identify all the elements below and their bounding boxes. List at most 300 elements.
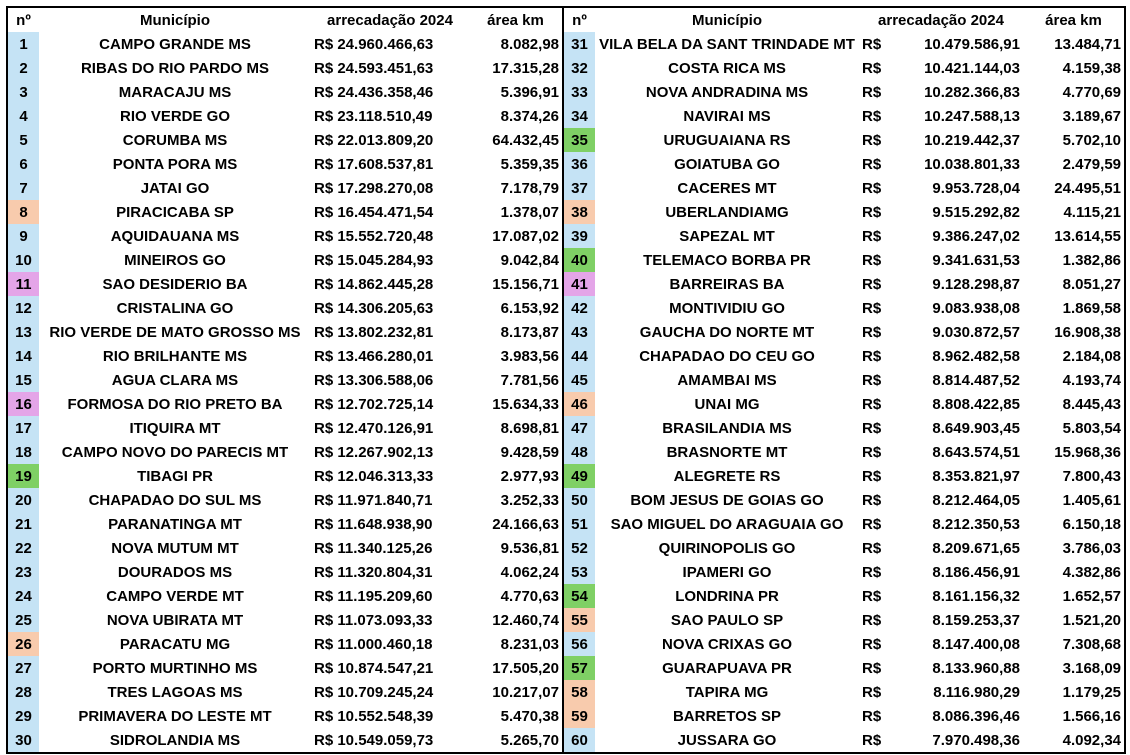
municipio-name: COSTA RICA MS	[668, 59, 786, 77]
table-row	[7, 32, 1125, 56]
municipio-name: RIBAS DO RIO PARDO MS	[80, 59, 270, 77]
arrecadacao-value: R$ 10.874.547,21	[314, 659, 434, 677]
municipio-name: RIO VERDE GO	[119, 107, 231, 125]
header-no-right: nº	[563, 7, 595, 32]
table-row	[7, 56, 1125, 80]
municipio-name: CAMPO VERDE MT	[106, 587, 244, 605]
row-number: 56	[563, 632, 595, 656]
arrecadacao-value: R$ 12.267.902,13	[314, 443, 434, 461]
currency-symbol: R$	[862, 83, 882, 101]
currency-symbol: R$	[862, 539, 882, 557]
currency-symbol: R$	[862, 563, 882, 581]
arrecadacao-value: 8.209.671,65	[932, 539, 1020, 557]
arrecadacao-value: 9.030.872,57	[932, 323, 1020, 341]
arrecadacao-value: 8.212.350,53	[932, 515, 1020, 533]
row-number: 37	[563, 176, 595, 200]
currency-symbol: R$	[862, 179, 882, 197]
area-value: 3.252,33	[500, 491, 559, 509]
row-number: 7	[7, 176, 39, 200]
row-number: 26	[7, 632, 39, 656]
municipio-name: NOVA UBIRATA MT	[106, 611, 244, 629]
currency-symbol: R$	[862, 275, 882, 293]
header-municipio-left: Município	[140, 11, 210, 29]
municipio-name: PRIMAVERA DO LESTE MT	[78, 707, 272, 725]
arrecadacao-value: R$ 13.306.588,06	[314, 371, 434, 389]
row-number: 49	[563, 464, 595, 488]
row-number: 23	[7, 560, 39, 584]
municipio-name: BRASILANDIA MS	[662, 419, 792, 437]
row-number: 22	[7, 536, 39, 560]
arrecadacao-value: 9.953.728,04	[932, 179, 1020, 197]
row-number: 9	[7, 224, 39, 248]
municipio-name: TELEMACO BORBA PR	[643, 251, 811, 269]
table-row	[7, 416, 1125, 440]
municipio-name: SAO DESIDERIO BA	[102, 275, 248, 293]
table-row	[7, 104, 1125, 128]
table-row	[7, 296, 1125, 320]
arrecadacao-value: R$ 10.552.548,39	[314, 707, 434, 725]
table-row	[7, 536, 1125, 560]
arrecadacao-value: R$ 11.340.125,26	[314, 539, 433, 557]
table-row	[7, 656, 1125, 680]
municipio-name: JATAI GO	[140, 179, 210, 197]
arrecadacao-value: 8.086.396,46	[932, 707, 1020, 725]
currency-symbol: R$	[862, 155, 882, 173]
row-number: 55	[563, 608, 595, 632]
municipio-name: UNAI MG	[694, 395, 760, 413]
area-value: 8.082,98	[500, 35, 559, 53]
row-number: 18	[7, 440, 39, 464]
table-row	[7, 344, 1125, 368]
area-value: 5.396,91	[500, 83, 559, 101]
row-number: 54	[563, 584, 595, 608]
area-value: 4.062,24	[500, 563, 559, 581]
municipio-name: PARACATU MG	[119, 635, 231, 653]
municipio-name: MARACAJU MS	[118, 83, 232, 101]
table-row	[7, 584, 1125, 608]
area-value: 7.308,68	[1062, 635, 1121, 653]
municipio-name: NOVA MUTUM MT	[111, 539, 239, 557]
row-number: 20	[7, 488, 39, 512]
table-row	[7, 560, 1125, 584]
area-value: 5.470,38	[500, 707, 559, 725]
municipio-name: LONDRINA PR	[675, 587, 779, 605]
row-number: 36	[563, 152, 595, 176]
municipio-name: TRES LAGOAS MS	[107, 683, 243, 701]
row-number: 16	[7, 392, 39, 416]
municipio-name: SAO MIGUEL DO ARAGUAIA GO	[610, 515, 844, 533]
area-value: 9.428,59	[500, 443, 559, 461]
municipio-name: GAUCHA DO NORTE MT	[639, 323, 815, 341]
row-number: 11	[7, 272, 39, 296]
row-number: 28	[7, 680, 39, 704]
municipio-name: AQUIDAUANA MS	[110, 227, 240, 245]
table-row	[7, 632, 1125, 656]
row-number: 12	[7, 296, 39, 320]
arrecadacao-value: 10.038.801,33	[924, 155, 1020, 173]
municipio-name: RIO BRILHANTE MS	[102, 347, 248, 365]
arrecadacao-value: R$ 23.118.510,49	[314, 107, 433, 125]
arrecadacao-value: 10.247.588,13	[924, 107, 1020, 125]
currency-symbol: R$	[862, 611, 882, 629]
area-value: 7.800,43	[1062, 467, 1121, 485]
municipio-name: AMAMBAI MS	[677, 371, 777, 389]
arrecadacao-value: R$ 12.046.313,33	[314, 467, 434, 485]
row-number: 53	[563, 560, 595, 584]
municipio-name: SAO PAULO SP	[670, 611, 784, 629]
arrecadacao-value: 8.186.456,91	[932, 563, 1020, 581]
municipio-name: CACERES MT	[677, 179, 777, 197]
municipio-name: DOURADOS MS	[117, 563, 233, 581]
arrecadacao-value: R$ 13.802.232,81	[314, 323, 434, 341]
arrecadacao-value: R$ 16.454.471,54	[314, 203, 434, 221]
municipio-name: ITIQUIRA MT	[129, 419, 221, 437]
arrecadacao-value: R$ 15.045.284,93	[314, 251, 434, 269]
arrecadacao-value: R$ 14.862.445,28	[314, 275, 434, 293]
area-value: 4.159,38	[1062, 59, 1121, 77]
area-value: 17.505,20	[492, 659, 559, 677]
municipio-name: PONTA PORA MS	[112, 155, 238, 173]
municipio-name: PORTO MURTINHO MS	[92, 659, 258, 677]
row-number: 58	[563, 680, 595, 704]
area-value: 64.432,45	[492, 131, 559, 149]
header-area-left: área km	[487, 11, 544, 29]
municipio-name: CHAPADAO DO CEU GO	[639, 347, 815, 365]
table-row	[7, 728, 1125, 753]
municipio-name: CAMPO NOVO DO PARECIS MT	[61, 443, 289, 461]
municipio-name: TAPIRA MG	[685, 683, 769, 701]
row-number: 2	[7, 56, 39, 80]
currency-symbol: R$	[862, 515, 882, 533]
municipio-name: BARRETOS SP	[672, 707, 782, 725]
arrecadacao-value: 10.282.366,83	[924, 83, 1020, 101]
arrecadacao-value: 10.479.586,91	[924, 35, 1020, 53]
area-value: 24.495,51	[1054, 179, 1121, 197]
header-area-right: área km	[1045, 11, 1102, 29]
municipio-name: MINEIROS GO	[124, 251, 226, 269]
area-value: 4.770,63	[500, 587, 559, 605]
municipio-name: BRASNORTE MT	[666, 443, 788, 461]
row-number: 47	[563, 416, 595, 440]
row-number: 60	[563, 728, 595, 753]
municipio-name: ALEGRETE RS	[673, 467, 781, 485]
arrecadacao-value: 8.159.253,37	[932, 611, 1020, 629]
area-value: 7.781,56	[500, 371, 559, 389]
municipio-name: SAPEZAL MT	[679, 227, 775, 245]
municipio-name: RIO VERDE DE MATO GROSSO MS	[49, 323, 301, 341]
row-number: 17	[7, 416, 39, 440]
spreadsheet	[6, 6, 1124, 749]
municipios-table	[6, 6, 1126, 754]
row-number: 6	[7, 152, 39, 176]
header-row	[7, 7, 1125, 32]
table-row	[7, 368, 1125, 392]
area-value: 1.405,61	[1062, 491, 1121, 509]
area-value: 1.521,20	[1062, 611, 1121, 629]
currency-symbol: R$	[862, 587, 882, 605]
row-number: 14	[7, 344, 39, 368]
area-value: 8.231,03	[500, 635, 559, 653]
area-value: 3.983,56	[500, 347, 559, 365]
municipio-name: IPAMERI GO	[682, 563, 772, 581]
area-value: 9.536,81	[500, 539, 559, 557]
currency-symbol: R$	[862, 419, 882, 437]
municipio-name: NOVA ANDRADINA MS	[645, 83, 809, 101]
arrecadacao-value: R$ 24.593.451,63	[314, 59, 434, 77]
area-value: 3.189,67	[1062, 107, 1121, 125]
municipio-name: MONTIVIDIU GO	[669, 299, 785, 317]
arrecadacao-value: R$ 10.549.059,73	[314, 731, 434, 749]
area-value: 1.652,57	[1062, 587, 1121, 605]
row-number: 44	[563, 344, 595, 368]
municipio-name: AGUA CLARA MS	[111, 371, 239, 389]
header-arrecadacao-right: arrecadação 2024	[878, 11, 1004, 29]
arrecadacao-value: R$ 22.013.809,20	[314, 131, 434, 149]
area-value: 3.168,09	[1062, 659, 1121, 677]
area-value: 5.265,70	[500, 731, 559, 749]
arrecadacao-value: R$ 11.073.093,33	[314, 611, 433, 629]
area-value: 15.156,71	[492, 275, 559, 293]
row-number: 45	[563, 368, 595, 392]
municipio-name: SIDROLANDIA MS	[109, 731, 241, 749]
area-value: 8.374,26	[500, 107, 559, 125]
row-number: 27	[7, 656, 39, 680]
row-number: 50	[563, 488, 595, 512]
arrecadacao-value: R$ 14.306.205,63	[314, 299, 434, 317]
row-number: 10	[7, 248, 39, 272]
arrecadacao-value: 9.128.298,87	[932, 275, 1020, 293]
row-number: 4	[7, 104, 39, 128]
currency-symbol: R$	[862, 35, 882, 53]
arrecadacao-value: 10.219.442,37	[924, 131, 1020, 149]
area-value: 15.968,36	[1054, 443, 1121, 461]
area-value: 2.184,08	[1062, 347, 1121, 365]
area-value: 5.359,35	[500, 155, 559, 173]
arrecadacao-value: 7.970.498,36	[932, 731, 1020, 749]
arrecadacao-value: R$ 12.702.725,14	[314, 395, 434, 413]
row-number: 25	[7, 608, 39, 632]
table-row	[7, 80, 1125, 104]
area-value: 7.178,79	[500, 179, 559, 197]
row-number: 8	[7, 200, 39, 224]
area-value: 5.702,10	[1062, 131, 1121, 149]
area-value: 4.770,69	[1062, 83, 1121, 101]
area-value: 8.445,43	[1062, 395, 1121, 413]
municipio-name: QUIRINOPOLIS GO	[658, 539, 796, 557]
header-municipio-right: Município	[692, 11, 762, 29]
area-value: 4.115,21	[1063, 203, 1121, 221]
area-value: 8.698,81	[500, 419, 559, 437]
table-row	[7, 272, 1125, 296]
currency-symbol: R$	[862, 227, 882, 245]
area-value: 4.193,74	[1062, 371, 1121, 389]
municipio-name: CRISTALINA GO	[116, 299, 234, 317]
currency-symbol: R$	[862, 347, 882, 365]
currency-symbol: R$	[862, 443, 882, 461]
row-number: 30	[7, 728, 39, 753]
municipio-name: BARREIRAS BA	[669, 275, 785, 293]
arrecadacao-value: 8.133.960,88	[932, 659, 1020, 677]
table-row	[7, 320, 1125, 344]
arrecadacao-value: 9.515.292,82	[932, 203, 1020, 221]
municipio-name: BOM JESUS DE GOIAS GO	[630, 491, 824, 509]
area-value: 4.092,34	[1062, 731, 1121, 749]
area-value: 12.460,74	[492, 611, 559, 629]
area-value: 16.908,38	[1054, 323, 1121, 341]
arrecadacao-value: R$ 12.470.126,91	[314, 419, 434, 437]
currency-symbol: R$	[862, 323, 882, 341]
table-row	[7, 176, 1125, 200]
row-number: 46	[563, 392, 595, 416]
arrecadacao-value: R$ 17.298.270,08	[314, 179, 434, 197]
arrecadacao-value: 9.341.631,53	[932, 251, 1020, 269]
arrecadacao-value: 8.212.464,05	[932, 491, 1020, 509]
area-value: 3.786,03	[1062, 539, 1121, 557]
table-row	[7, 512, 1125, 536]
currency-symbol: R$	[862, 707, 882, 725]
area-value: 1.869,58	[1062, 299, 1121, 317]
arrecadacao-value: 8.643.574,51	[932, 443, 1020, 461]
arrecadacao-value: R$ 13.466.280,01	[314, 347, 434, 365]
row-number: 24	[7, 584, 39, 608]
area-value: 1.179,25	[1062, 683, 1121, 701]
currency-symbol: R$	[862, 635, 882, 653]
area-value: 13.484,71	[1054, 35, 1121, 53]
currency-symbol: R$	[862, 491, 882, 509]
currency-symbol: R$	[862, 107, 882, 125]
row-number: 13	[7, 320, 39, 344]
table-row	[7, 392, 1125, 416]
table-row	[7, 440, 1125, 464]
arrecadacao-value: R$ 11.648.938,90	[314, 515, 433, 533]
row-number: 51	[563, 512, 595, 536]
area-value: 5.803,54	[1062, 419, 1121, 437]
row-number: 34	[563, 104, 595, 128]
area-value: 8.173,87	[500, 323, 559, 341]
arrecadacao-value: 8.808.422,85	[932, 395, 1020, 413]
row-number: 1	[7, 32, 39, 56]
area-value: 1.378,07	[500, 203, 559, 221]
row-number: 35	[563, 128, 595, 152]
arrecadacao-value: 8.649.903,45	[932, 419, 1020, 437]
table-row	[7, 152, 1125, 176]
area-value: 17.087,02	[492, 227, 559, 245]
area-value: 9.042,84	[500, 251, 559, 269]
municipio-name: GUARAPUAVA PR	[662, 659, 792, 677]
area-value: 2.977,93	[500, 467, 559, 485]
header-no-left: nº	[16, 11, 31, 29]
municipio-name: PARANATINGA MT	[108, 515, 242, 533]
table-row	[7, 704, 1125, 728]
row-number: 40	[563, 248, 595, 272]
currency-symbol: R$	[862, 731, 882, 749]
municipio-name: PIRACICABA SP	[116, 203, 234, 221]
arrecadacao-value: 8.962.482,58	[932, 347, 1020, 365]
row-number: 42	[563, 296, 595, 320]
arrecadacao-value: R$ 11.195.209,60	[314, 587, 433, 605]
arrecadacao-value: 8.147.400,08	[932, 635, 1020, 653]
area-value: 2.479,59	[1062, 155, 1121, 173]
row-number: 15	[7, 368, 39, 392]
row-number: 59	[563, 704, 595, 728]
arrecadacao-value: 8.353.821,97	[932, 467, 1020, 485]
municipio-name: GOIATUBA GO	[674, 155, 780, 173]
currency-symbol: R$	[862, 131, 882, 149]
currency-symbol: R$	[862, 299, 882, 317]
currency-symbol: R$	[862, 251, 882, 269]
municipio-name: TIBAGI PR	[137, 467, 213, 485]
municipio-name: URUGUAIANA RS	[663, 131, 791, 149]
table-body	[7, 32, 1125, 753]
area-value: 6.150,18	[1062, 515, 1121, 533]
arrecadacao-value: R$ 15.552.720,48	[314, 227, 434, 245]
area-value: 24.166,63	[492, 515, 559, 533]
row-number: 38	[563, 200, 595, 224]
currency-symbol: R$	[862, 659, 882, 677]
area-value: 4.382,86	[1062, 563, 1121, 581]
arrecadacao-value: R$ 11.971.840,71	[314, 491, 433, 509]
arrecadacao-value: R$ 24.436.358,46	[314, 83, 434, 101]
row-number: 43	[563, 320, 595, 344]
municipio-name: JUSSARA GO	[677, 731, 777, 749]
area-value: 17.315,28	[492, 59, 559, 77]
row-number: 33	[563, 80, 595, 104]
currency-symbol: R$	[862, 371, 882, 389]
municipio-name: FORMOSA DO RIO PRETO BA	[67, 395, 283, 413]
header-arrecadacao-left: arrecadação 2024	[327, 11, 453, 29]
arrecadacao-value: 9.386.247,02	[932, 227, 1020, 245]
table-row	[7, 608, 1125, 632]
municipio-name: CORUMBA MS	[122, 131, 228, 149]
row-number: 21	[7, 512, 39, 536]
arrecadacao-value: 8.161.156,32	[932, 587, 1020, 605]
table-row	[7, 200, 1125, 224]
currency-symbol: R$	[862, 467, 882, 485]
area-value: 6.153,92	[500, 299, 559, 317]
municipio-name: NOVA CRIXAS GO	[661, 635, 792, 653]
row-number: 29	[7, 704, 39, 728]
row-number: 31	[563, 32, 595, 56]
municipio-name: CHAPADAO DO SUL MS	[88, 491, 262, 509]
arrecadacao-value: 9.083.938,08	[932, 299, 1020, 317]
arrecadacao-value: R$ 11.320.804,31	[314, 563, 433, 581]
municipio-name: VILA BELA DA SANT TRINDADE MT	[599, 35, 855, 53]
area-value: 8.051,27	[1062, 275, 1121, 293]
table-row	[7, 224, 1125, 248]
table-row	[7, 128, 1125, 152]
arrecadacao-value: R$ 11.000.460,18	[314, 635, 433, 653]
row-number: 3	[7, 80, 39, 104]
currency-symbol: R$	[862, 203, 882, 221]
currency-symbol: R$	[862, 395, 882, 413]
row-number: 5	[7, 128, 39, 152]
arrecadacao-value: 8.116.980,29	[933, 683, 1020, 701]
row-number: 52	[563, 536, 595, 560]
municipio-name: NAVIRAI MS	[683, 107, 771, 125]
arrecadacao-value: R$ 17.608.537,81	[314, 155, 434, 173]
currency-symbol: R$	[862, 59, 882, 77]
table-row	[7, 680, 1125, 704]
area-value: 10.217,07	[492, 683, 559, 701]
currency-symbol: R$	[862, 683, 882, 701]
row-number: 39	[563, 224, 595, 248]
row-number: 19	[7, 464, 39, 488]
row-number: 57	[563, 656, 595, 680]
arrecadacao-value: 10.421.144,03	[924, 59, 1020, 77]
row-number: 48	[563, 440, 595, 464]
area-value: 1.566,16	[1062, 707, 1121, 725]
row-number: 41	[563, 272, 595, 296]
